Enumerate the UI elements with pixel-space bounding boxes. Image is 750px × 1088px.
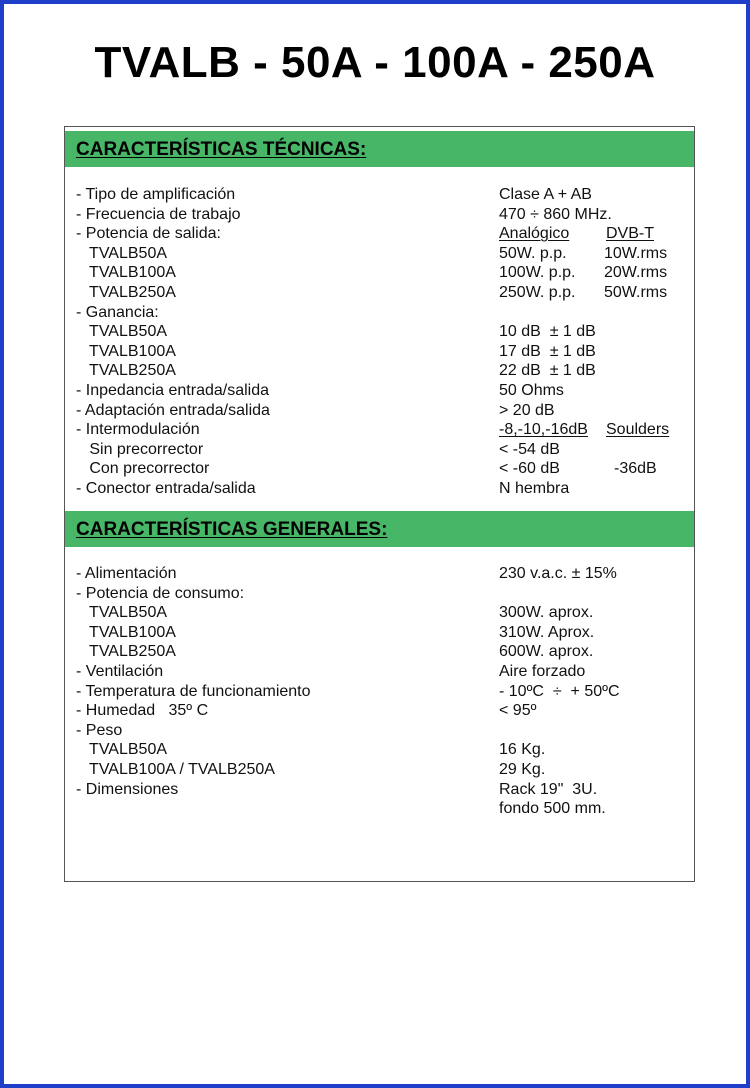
spec-row <box>65 459 694 479</box>
spec-label: - Alimentación <box>76 565 177 582</box>
spec-row <box>65 440 694 460</box>
spec-label: - Adaptación entrada/salida <box>76 401 270 419</box>
spec-label: Con precorrector <box>76 460 210 478</box>
spec-label: - Ganancia: <box>76 303 159 321</box>
spec-label: Sin precorrector <box>76 440 204 458</box>
section-header-generales <box>65 511 694 547</box>
spec-row <box>65 642 694 662</box>
spec-value: N hembra <box>499 479 570 497</box>
spec-row <box>65 701 694 721</box>
spec-label: TVALB50A <box>76 604 168 622</box>
spec-row <box>65 303 694 323</box>
spec-value-secondary: 50W.rms <box>604 283 668 301</box>
spec-row <box>65 564 694 584</box>
spec-value: Clase A + AB <box>499 186 592 203</box>
spec-row <box>65 760 694 780</box>
spec-row <box>65 780 694 800</box>
spec-row <box>65 721 694 741</box>
spec-value-secondary: 10W.rms <box>604 244 668 262</box>
spec-value: 16 Kg. <box>499 741 546 759</box>
spec-label: TVALB100A / TVALB250A <box>76 760 275 778</box>
spec-value: Analógico <box>499 225 570 243</box>
section-title-generales: CARACTERÍSTICAS GENERALES: <box>76 519 388 540</box>
spec-label: - Dimensiones <box>76 780 179 798</box>
spec-list-tecnicas <box>65 185 694 499</box>
spec-label: - Peso <box>76 721 123 739</box>
spec-value: 470 ÷ 860 MHz. <box>499 205 612 223</box>
spec-box <box>64 126 695 882</box>
spec-row <box>65 244 694 264</box>
spec-value: Rack 19" 3U. <box>499 780 598 798</box>
spec-row <box>65 361 694 381</box>
spec-label: TVALB100A <box>76 264 176 282</box>
spec-label: - Tipo de amplificación <box>76 186 236 203</box>
spec-label: - Temperatura de funcionamiento <box>76 682 311 700</box>
spec-value-secondary: 20W.rms <box>604 264 668 282</box>
spec-value-secondary: Soulders <box>606 421 670 439</box>
spec-label: TVALB250A <box>76 283 176 301</box>
spec-row <box>65 342 694 362</box>
spec-row <box>65 224 694 244</box>
spec-value: < 95º <box>499 702 537 720</box>
spec-row <box>65 263 694 283</box>
section-title-tecnicas: CARACTERÍSTICAS TÉCNICAS: <box>76 139 367 160</box>
spec-value-secondary: DVB-T <box>606 225 654 243</box>
spec-value: 10 dB ± 1 dB <box>499 323 596 341</box>
spec-row <box>65 799 694 819</box>
spec-row <box>65 662 694 682</box>
spec-label: - Potencia de consumo: <box>76 584 245 602</box>
spec-row <box>65 682 694 702</box>
spec-label: TVALB250A <box>76 643 176 661</box>
spec-label: - Potencia de salida: <box>76 225 221 243</box>
spec-row <box>65 205 694 225</box>
spec-row <box>65 584 694 604</box>
section-header-tecnicas <box>65 131 694 167</box>
spec-value: 50 Ohms <box>499 381 564 399</box>
spec-value: 230 v.a.c. ± 15% <box>499 565 617 582</box>
spec-label: TVALB100A <box>76 342 176 360</box>
spec-list-generales <box>65 564 694 819</box>
spec-label: TVALB100A <box>76 623 176 641</box>
spec-value: 310W. Aprox. <box>499 623 595 641</box>
spec-row <box>65 322 694 342</box>
spec-value: > 20 dB <box>499 401 555 419</box>
spec-value: 300W. aprox. <box>499 604 594 622</box>
spec-label: TVALB250A <box>76 362 176 380</box>
spec-row <box>65 381 694 401</box>
spec-label: TVALB50A <box>76 741 168 759</box>
spec-value: Aire forzado <box>499 662 586 680</box>
spec-row <box>65 185 694 205</box>
spec-value: 17 dB ± 1 dB <box>499 342 596 360</box>
spec-label: - Ventilación <box>76 662 164 680</box>
spec-label: - Humedad 35º C <box>76 702 209 720</box>
spec-value: 50W. p.p. <box>499 244 567 262</box>
spec-row <box>65 603 694 623</box>
page-title: TVALB - 50A - 100A - 250A <box>94 38 656 87</box>
spec-row <box>65 623 694 643</box>
spec-value: fondo 500 mm. <box>499 800 606 818</box>
spec-value: < -54 dB <box>499 440 560 458</box>
spec-value: 600W. aprox. <box>499 643 594 661</box>
spec-row <box>65 401 694 421</box>
spec-value: 22 dB ± 1 dB <box>499 362 596 380</box>
spec-label: TVALB50A <box>76 244 168 262</box>
spec-row <box>65 283 694 303</box>
spec-value-secondary: -36dB <box>614 460 657 478</box>
spec-value: 250W. p.p. <box>499 283 576 301</box>
spec-row <box>65 740 694 760</box>
spec-row <box>65 420 694 440</box>
spec-label: TVALB50A <box>76 323 168 341</box>
spec-value: -8,-10,-16dB <box>499 421 588 439</box>
spec-label: - Intermodulación <box>76 421 200 439</box>
spec-value: 100W. p.p. <box>499 264 576 282</box>
spec-row <box>65 479 694 499</box>
spec-label: - Frecuencia de trabajo <box>76 205 241 223</box>
spec-label: - Conector entrada/salida <box>76 479 256 497</box>
spec-value: 29 Kg. <box>499 760 546 778</box>
spec-label: - Inpedancia entrada/salida <box>76 381 270 399</box>
spec-value: < -60 dB <box>499 460 560 478</box>
spec-value: - 10ºC ÷ + 50ºC <box>499 682 620 700</box>
